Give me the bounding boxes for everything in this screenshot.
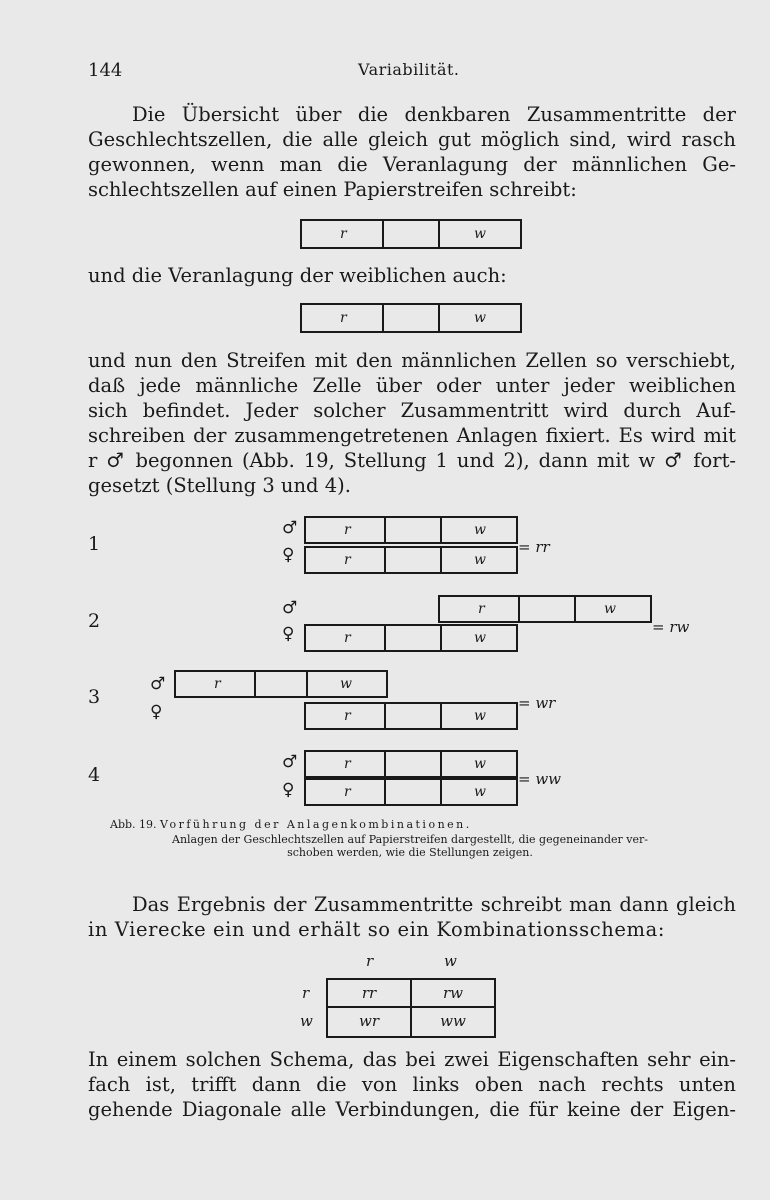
strip-label: r: [214, 676, 221, 692]
text-line: In einem solchen Schema, das bei zwei Eigenschaften sehr ein-: [88, 1048, 736, 1071]
male-strip: [304, 516, 518, 544]
paragraph-3: [88, 348, 736, 498]
male-symbol: ♂: [150, 674, 166, 694]
strip-label: w: [474, 708, 486, 724]
strip-label: r: [344, 756, 351, 772]
scheme-divider: [328, 1006, 494, 1008]
page-header: [88, 60, 708, 84]
strip-divider: [384, 548, 386, 572]
text-line: sich befindet. Jeder solcher Zusammentritt wird durch Auf-: [88, 399, 736, 422]
position-number: 3: [88, 686, 101, 708]
strip-label: w: [474, 552, 486, 568]
strip-divider: [574, 597, 576, 621]
strip-divider: [438, 305, 440, 331]
strip-divider: [440, 704, 442, 728]
strip-divider: [438, 221, 440, 247]
female-symbol: ♀: [150, 702, 163, 722]
strip-label: w: [474, 756, 486, 772]
page-number: 144: [88, 60, 123, 81]
female-strip: [304, 546, 518, 574]
scheme-row-header: r: [302, 984, 310, 1002]
scheme-col-header: r: [366, 952, 374, 970]
text-line: in Vierecke ein und erhält so ein Kombinationsschema:: [88, 918, 666, 941]
strip-label: r: [344, 552, 351, 568]
strip-divider: [384, 752, 386, 776]
strip-divider: [384, 518, 386, 542]
strip-divider: [440, 626, 442, 650]
scheme-grid: [326, 978, 496, 1038]
combination-result: = wr: [518, 694, 556, 712]
text-line: gesetzt (Stellung 3 und 4).: [88, 474, 351, 497]
paragraph-1: [88, 102, 736, 202]
strip-label: w: [474, 226, 486, 242]
strip-label: r: [340, 226, 347, 242]
text-line: und die Veranlagung der weiblichen auch:: [88, 264, 507, 287]
text-line: schreiben der zusammengetretenen Anlagen fixiert. Es wird mit: [88, 424, 736, 447]
combination-result: = rw: [652, 618, 690, 636]
text-line: Das Ergebnis der Zusammentritte schreibt man dann gleich: [132, 893, 736, 916]
scheme-cell: rw: [442, 984, 463, 1002]
strip-divider: [306, 672, 308, 696]
position-number: 4: [88, 764, 101, 786]
strip-divider: [440, 780, 442, 804]
scheme-cell: rr: [361, 984, 377, 1002]
strip-label: r: [478, 601, 485, 617]
male-strip: [438, 595, 652, 623]
strip-divider: [518, 597, 520, 621]
female-symbol: ♀: [282, 624, 295, 644]
strip-divider: [440, 752, 442, 776]
text-line: Geschlechtszellen, die alle gleich gut möglich sind, wird rasch: [88, 128, 736, 151]
position-number: 1: [88, 533, 101, 555]
combination-result: = rr: [518, 538, 550, 556]
combination-result: = ww: [518, 770, 562, 788]
figure-caption: [110, 818, 710, 831]
running-title: Variabilität.: [358, 60, 460, 79]
strip-label: w: [474, 522, 486, 538]
female-strip: [304, 624, 518, 652]
female-strip: [304, 778, 518, 806]
paragraph-5: [88, 1047, 736, 1122]
text-line: und nun den Streifen mit den männlichen Zellen so verschiebt,: [88, 349, 736, 372]
male-symbol: ♂: [282, 752, 298, 772]
male-symbol: ♂: [282, 598, 298, 618]
text-line: r ♂ begonnen (Abb. 19, Stellung 1 und 2), dann mit w ♂ fort-: [88, 449, 736, 472]
text-line: gewonnen, wenn man die Veranlagung der männlichen Ge-: [88, 153, 736, 176]
female-symbol: ♀: [282, 780, 295, 800]
strip-divider: [382, 221, 384, 247]
position-number: 2: [88, 610, 101, 632]
caption-prefix: Abb. 19.: [110, 818, 157, 831]
scheme-col-header: w: [444, 952, 457, 970]
female-strip: [304, 702, 518, 730]
strip-label: w: [474, 310, 486, 326]
strip-divider: [440, 518, 442, 542]
text-line: schlechtszellen auf einen Papierstreifen schreibt:: [88, 178, 577, 201]
strip-divider: [384, 780, 386, 804]
strip-label: w: [474, 784, 486, 800]
text-line: fach ist, trifft dann die von links oben nach rechts unten: [88, 1073, 736, 1096]
male-strip: [174, 670, 388, 698]
male-symbol: ♂: [282, 518, 298, 538]
strip-divider: [440, 548, 442, 572]
scheme-cell: wr: [358, 1012, 379, 1030]
caption-line: schoben werden, wie die Stellungen zeigen.: [287, 846, 533, 859]
strip-label: r: [344, 522, 351, 538]
strip-label: r: [344, 708, 351, 724]
strip-label: r: [344, 630, 351, 646]
text-line: gehende Diagonale alle Verbindungen, die für keine der Eigen-: [88, 1098, 736, 1121]
paper-strip-female: [300, 303, 522, 333]
paragraph-2: [88, 263, 736, 288]
strip-divider: [384, 704, 386, 728]
paper-strip-male: [300, 219, 522, 249]
strip-label: r: [340, 310, 347, 326]
text-line: daß jede männliche Zelle über oder unter jeder weiblichen: [88, 374, 736, 397]
strip-label: w: [604, 601, 616, 617]
strip-label: w: [340, 676, 352, 692]
scheme-row-header: w: [300, 1012, 313, 1030]
caption-line: Anlagen der Geschlechtszellen auf Papierstreifen dargestellt, die gegeneinander ver-: [172, 833, 648, 846]
strip-label: w: [474, 630, 486, 646]
paragraph-4: [88, 892, 736, 942]
female-symbol: ♀: [282, 545, 295, 565]
strip-divider: [384, 626, 386, 650]
male-strip: [304, 750, 518, 778]
scheme-cell: ww: [440, 1012, 466, 1030]
strip-divider: [254, 672, 256, 696]
figure-caption-detail: [100, 833, 720, 859]
strip-divider: [382, 305, 384, 331]
strip-label: r: [344, 784, 351, 800]
caption-title: Vorführung der Anlagenkombinationen.: [160, 818, 472, 831]
text-line: Die Übersicht über die denkbaren Zusammentritte der: [132, 103, 736, 126]
